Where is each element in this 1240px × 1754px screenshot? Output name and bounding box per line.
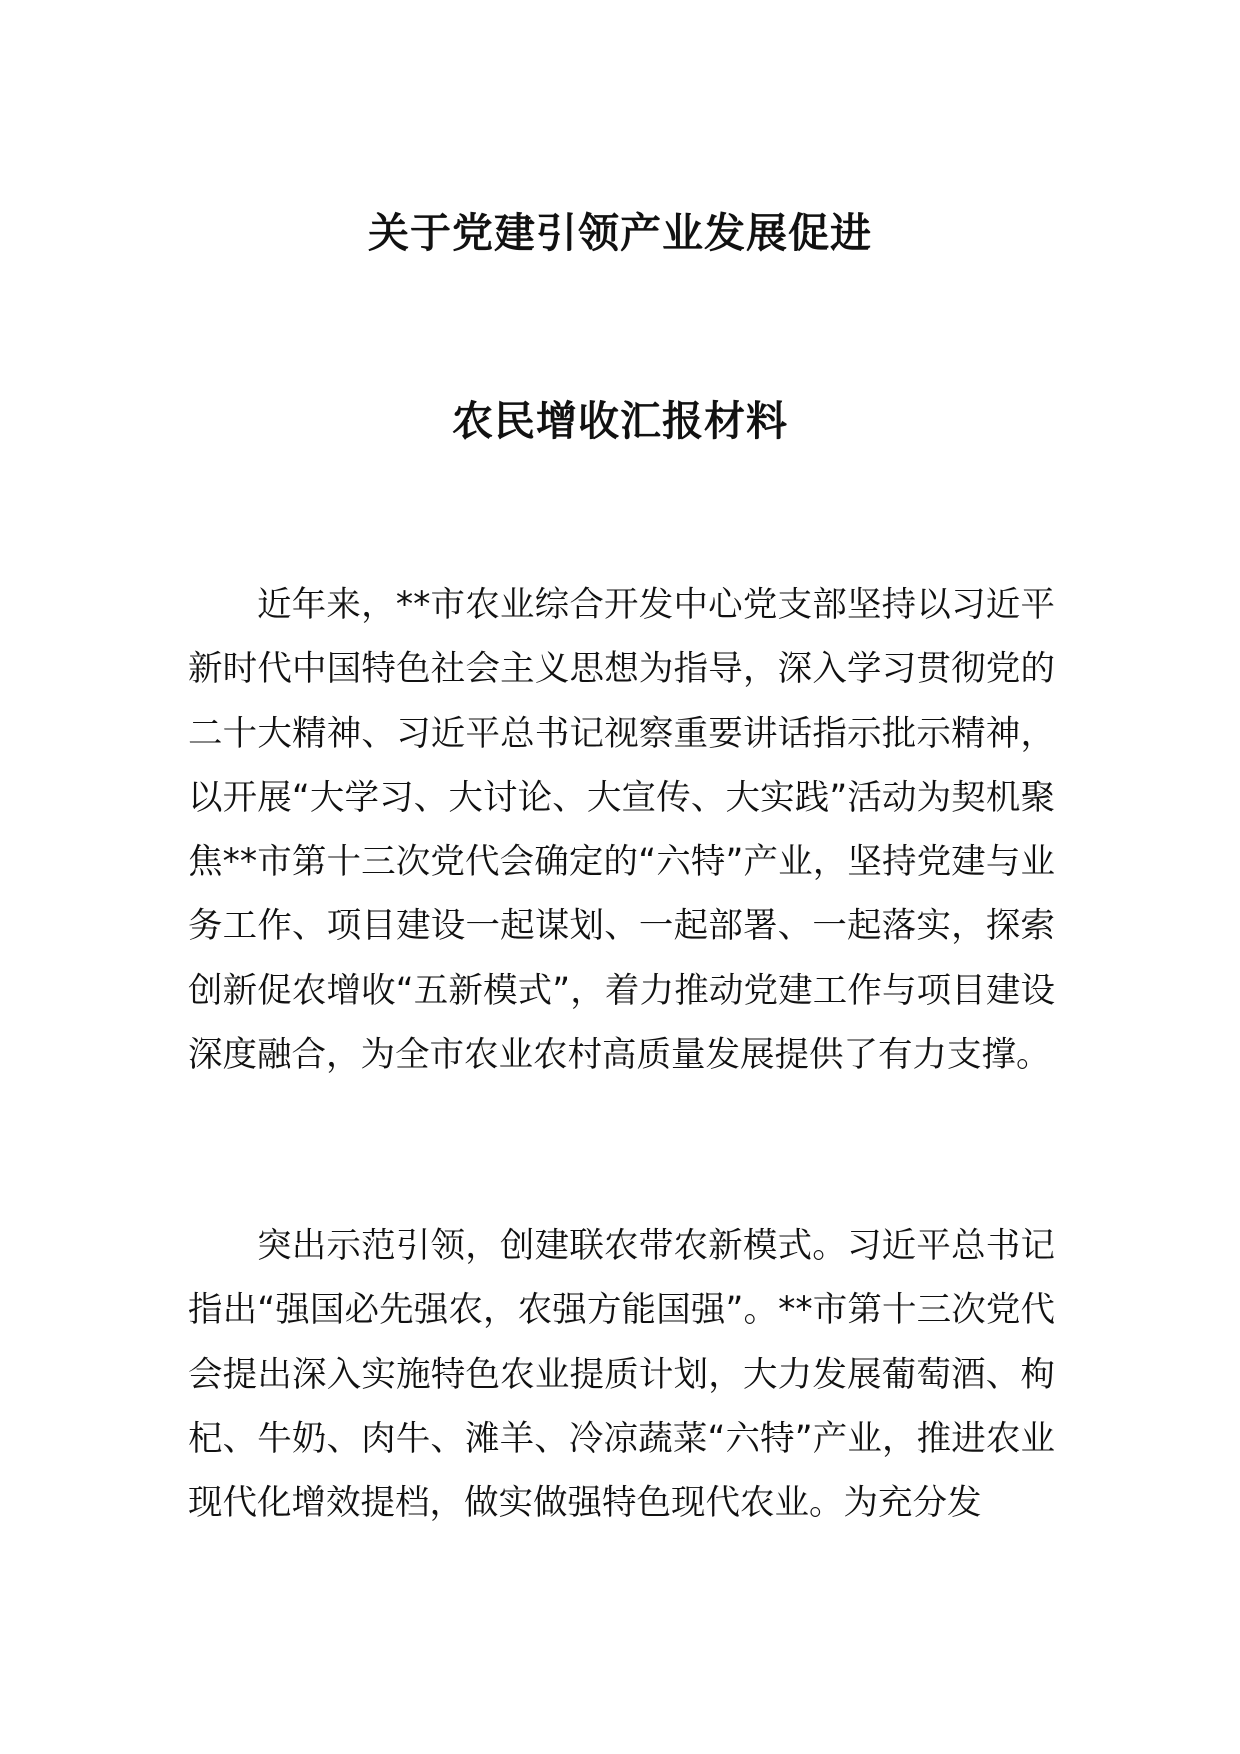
document-title-line-1: 关于党建引领产业发展促进 [368, 209, 872, 257]
body-paragraph-2: 突出示范引领，创建联农带农新模式。习近平总书记指出“强国必先强农，农强方能国强”。**市第十三次党代会提出深入实施特色农业提质计划，大力发展葡萄酒、枸杞、牛奶、肉牛、滩羊、冷凉蔬菜“六特”产业，推进农业现代化增效提档，做实做强特色现代农业。为充分发 [188, 1226, 1055, 1524]
body-paragraph-1: 近年来，**市农业综合开发中心党支部坚持以习近平新时代中国特色社会主义思想为指导，深入学习贯彻党的二十大精神、习近平总书记视察重要讲话指示批示精神，以开展“大学习、大讨论、大宣传、大实践”活动为契机聚焦**市第十三次党代会确定的“六特”产业，坚持党建与业务工作、项目建设一起谋划、一起部署、一起落实，探索创新促农增收“五新模式”，着力推动党建工作与项目建设深度融合，为全市农业农村高质量发展提供了有力支撑。 [188, 585, 1055, 1076]
document-title-line-2: 农民增收汇报材料 [452, 397, 788, 445]
